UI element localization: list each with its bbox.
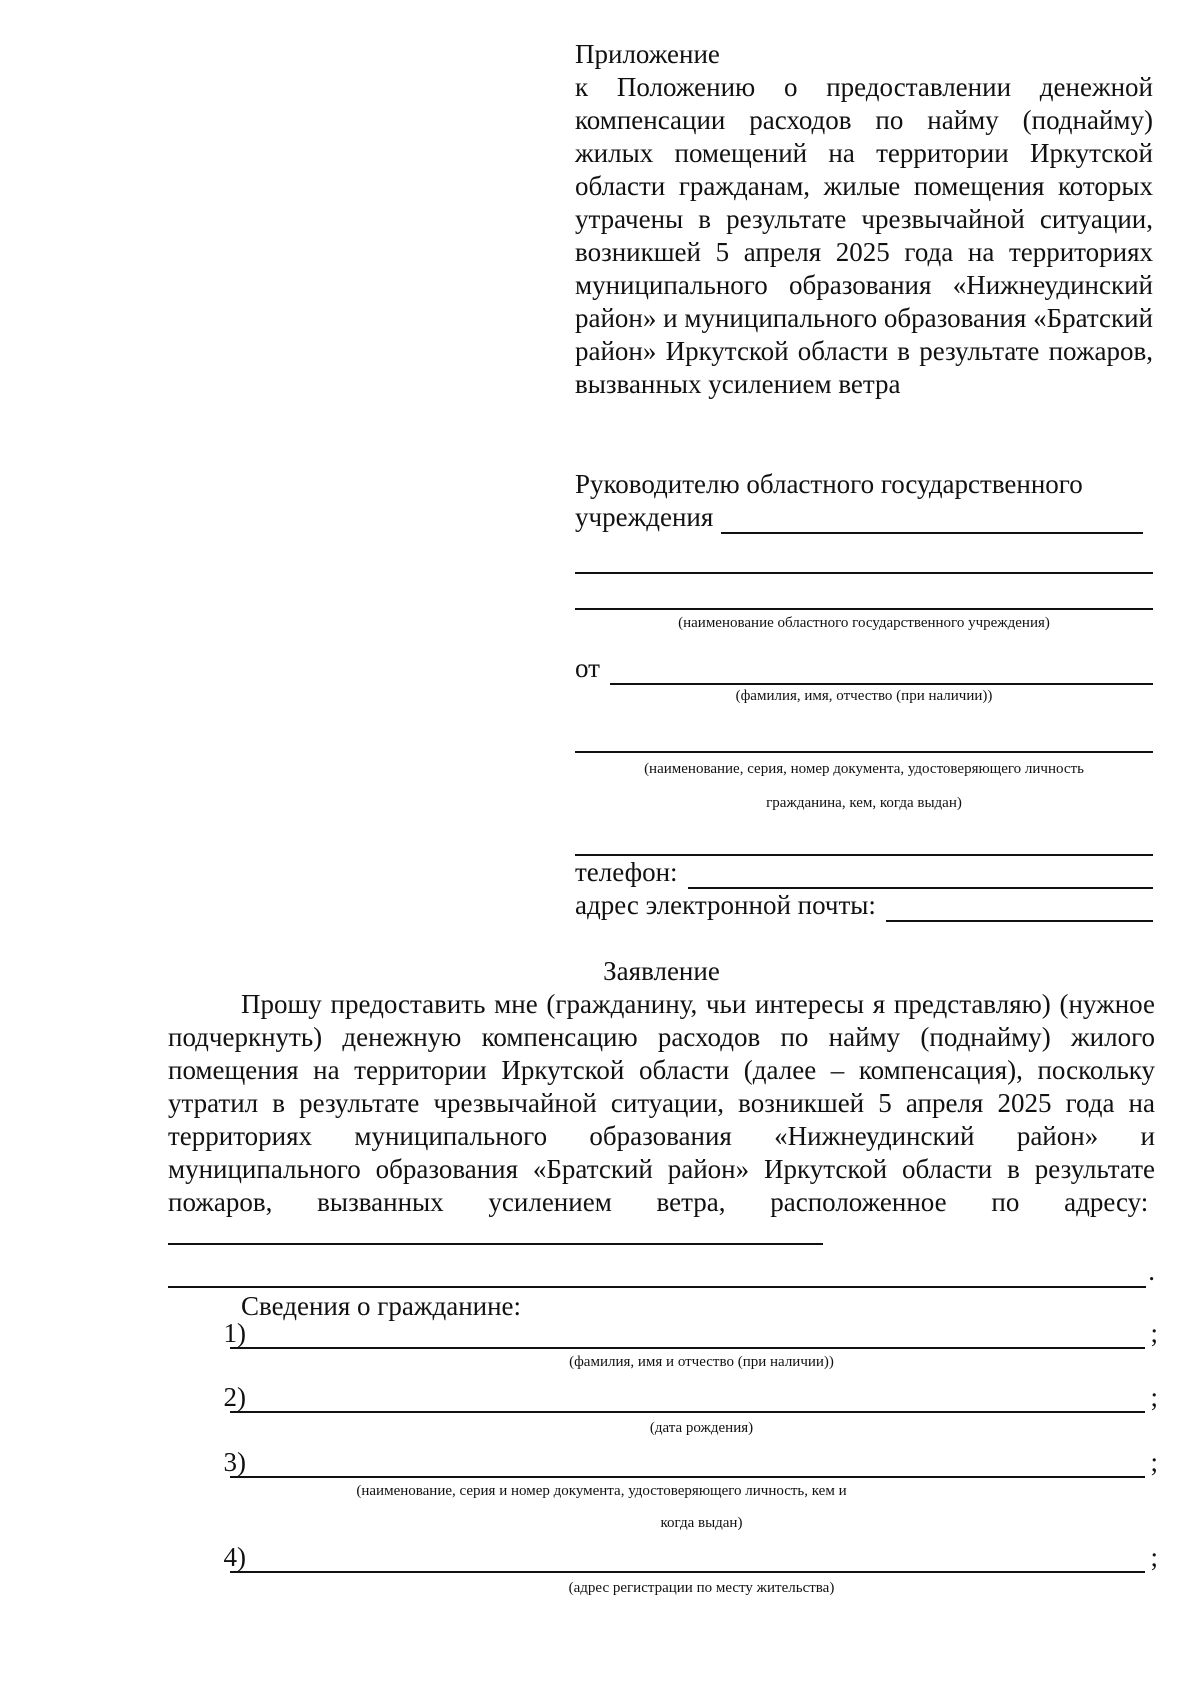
document-caption-line-2: гражданина, кем, когда выдан) [766, 795, 962, 811]
phone-field[interactable] [688, 863, 1153, 889]
citizen-info-label: Сведения о гражданине: [241, 1291, 522, 1321]
citizen-birthdate-caption: (дата рождения) [649, 1420, 754, 1436]
citizen-item-2 [168, 1382, 1158, 1442]
citizen-document-field[interactable] [230, 1476, 1145, 1478]
statement-section [168, 955, 1155, 1323]
statement-title: Заявление [603, 956, 720, 986]
address-end-mark: . [1148, 1256, 1155, 1286]
citizen-fullname-field[interactable] [230, 1347, 1145, 1349]
institution-caption: (наименование областного государственного учреждения) [678, 615, 1050, 631]
phone-row [575, 856, 1153, 889]
institution-field-line-2[interactable] [575, 570, 1153, 574]
email-label: адрес электронной почты: [575, 890, 876, 920]
item-end-mark: ; [1150, 1542, 1158, 1572]
applicant-name-field[interactable] [610, 659, 1153, 685]
appendix-text: к Положению о предоставлении денежной компенсации расходов по найму (поднайму) жилых помещений на территории Иркутской области гражданам, жилые помещения которых утрачены в результате чрезвычайной ситуации, возникшей 5 апреля 2025 года на территориях муниципального образования «Нижнеудинский район» и муниципального образования «Братский район» Иркутской области в результате пожаров, вызванных усилением ветра [575, 72, 1153, 399]
email-field[interactable] [886, 896, 1153, 922]
item-number: 4) [223, 1542, 246, 1572]
institution-label: учреждения [575, 502, 714, 532]
citizen-fullname-caption: (фамилия, имя и отчество (при наличии)) [569, 1354, 834, 1370]
citizen-item-3 [168, 1447, 1158, 1537]
from-label: от [575, 653, 600, 683]
document-caption-line-1: (наименование, серия, номер документа, удостоверяющего личность [644, 761, 1084, 777]
statement-body: Прошу предоставить мне (гражданину, чьи интересы я представляю) (нужное подчеркнуть) денежную компенсацию расходов по найму (поднайму) жилого помещения на территории Иркутской области (далее – компенсация), поскольку утратил в результате чрезвычайной ситуации, возникшей 5 апреля 2025 года на территориях муниципального образования «Нижнеудинский район» и муниципального образования «Братский район» Иркутской области в результате пожаров, вызванных усилением ветра, расположенное по адресу: [168, 989, 1155, 1217]
from-row [575, 652, 1153, 685]
lost-housing-address-field-line-2[interactable] [168, 1262, 1146, 1288]
institution-field-line-3[interactable] [575, 606, 1153, 610]
institution-row [575, 501, 1153, 534]
item-number: 3) [223, 1447, 246, 1477]
email-row [575, 889, 1153, 922]
citizen-registration-address-field[interactable] [230, 1571, 1145, 1573]
addressee-block [575, 468, 1153, 922]
appendix-header [575, 38, 1153, 401]
institution-field[interactable] [721, 508, 1143, 534]
item-number: 1) [223, 1318, 246, 1348]
appendix-title: Приложение [575, 39, 720, 69]
item-end-mark: ; [1150, 1382, 1158, 1412]
item-number: 2) [223, 1382, 246, 1412]
item-end-mark: ; [1150, 1318, 1158, 1348]
phone-label: телефон: [575, 857, 678, 887]
address-line-2-row [168, 1255, 1155, 1288]
applicant-document-field[interactable] [575, 749, 1153, 753]
citizen-birthdate-field[interactable] [230, 1411, 1145, 1413]
citizen-document-caption-2: когда выдан) [660, 1515, 743, 1531]
applicant-name-caption: (фамилия, имя, отчество (при наличии)) [735, 688, 993, 704]
addressee-head: Руководителю областного государственного [575, 469, 1083, 499]
citizen-item-1 [168, 1318, 1158, 1378]
citizen-item-4 [168, 1542, 1158, 1602]
lost-housing-address-field[interactable] [168, 1219, 823, 1245]
item-end-mark: ; [1150, 1447, 1158, 1477]
citizen-document-caption-1: (наименование, серия и номер документа, удостоверяющего личность, кем и [356, 1483, 847, 1499]
citizen-registration-address-caption: (адрес регистрации по месту жительства) [568, 1580, 835, 1596]
statement-text [168, 988, 1155, 1253]
